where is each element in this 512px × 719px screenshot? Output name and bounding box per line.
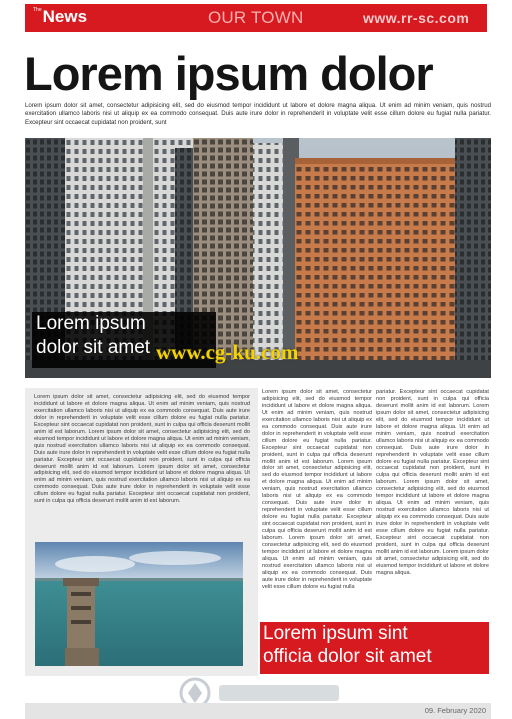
brand-small: The [33, 7, 42, 13]
article-column-1: Lorem ipsum dolor sit amet, consectetur adipisicing elit, sed do eiusmod tempor incididunt ut labore et dolore magna aliqua. Ut enim ad minim veniam, quis nostrud exercitation ullamco laboris nisi ut aliquip ex ea commodo consequat. Duis aute irure dolor in reprehenderit in voluptate velit esse cillum dolore eu fugiat nulla pariatur. Excepteur sint occaecat cupidatat non proident, sunt in culpa qui officia deserunt mollit anim id est laborum. Lorem ipsum dolor sit amet, consectetur adipisicing elit, sed do eiusmod tempor incididunt ut labore et dolore magna aliqua. Ut enim ad minim veniam, quis nostrud exercitation ullamco laboris nisi ut aliquip ex ea commodo consequat. Duis aute irure dolor in reprehenderit in voluptate velit esse cillum dolore eu fugiat nulla pariatur. Excepteur sint occaecat cupidatat non proident, sunt in culpa qui officia deserunt mollit anim id est laborum. Lorem ipsum dolor sit amet, consectetur adipisicing elit, sed do eiusmod tempor incididunt ut labore et dolore magna aliqua. Ut enim ad minim veniam, quis nostrud exercitation ullamco laboris nisi ut aliquip ex ea commodo consequat. Duis aute irure dolor in reprehenderit in voluptate velit esse cillum dolore eu fugiat nulla pariatur. Excepteur sint occaecat cupidatat non proident, sunt in culpa qui officia deserunt mollit anim id est laborum. [34, 394, 250, 505]
brand-logo [33, 7, 87, 27]
article-column-2: Lorem ipsum dolor sit amet, consectetur adipisicing elit, sed do eiusmod tempor incididunt ut labore et dolore magna aliqua. Ut enim ad minim veniam, quis nostrud exercitation ullamco laboris nisi ut aliquip ex ea commodo consequat. Duis aute irure dolor in reprehenderit in voluptate velit esse cillum dolore eu fugiat nulla pariatur. Excepteur sint occaecat cupidatat non proident, sunt in culpa qui officia deserunt mollit anim id est laborum. Lorem ipsum dolor sit amet, consectetur adipisicing elit, sed do eiusmod tempor incididunt ut labore et dolore magna aliqua. Ut enim ad minim veniam, quis nostrud exercitation ullamco laboris nisi ut aliquip ex ea commodo consequat. Duis aute irure dolor in reprehenderit in voluptate velit esse cillum dolore eu fugiat nulla pariatur. Excepteur sint occaecat cupidatat non proident, sunt in culpa qui officia deserunt mollit anim id est laborum. Lorem ipsum dolor sit amet, consectetur adipisicing elit, sed do eiusmod tempor incididunt ut labore et dolore magna aliqua. Ut enim ad minim veniam, quis nostrud exercitation ullamco laboris nisi ut aliquip ex ea commodo consequat. Duis aute irure dolor in reprehenderit in voluptate velit esse cillum dolore eu fugiat nulla [262, 389, 372, 590]
lead-paragraph: Lorem ipsum dolor sit amet, consectetur adipisicing elit, sed do eiusmod tempor incididunt ut labore et dolore magna aliqua. Ut enim ad minim veniam, quis nostrud exercitation ullamco laboris nisi ut aliquip ex ea commodo consequat. Duis aute irure dolor in reprehenderit in voluptate velit esse cillum dolore eu fugiat nulla pariatur. Excepteur sint occaecat cupidatat non proident, sunt [25, 102, 491, 126]
pull-quote-box [260, 622, 489, 674]
masthead-bar [25, 4, 487, 32]
pull-quote-line2: officia dolor sit amet [263, 646, 432, 667]
sea-pier-image [35, 542, 243, 666]
brand-name: News [42, 7, 88, 26]
page-headline: Lorem ipsum dolor [24, 47, 433, 100]
article-column-3: pariatur. Excepteur sint occaecat cupidatat non proident, sunt in culpa qui officia deserunt mollit anim id est laborum. Lorem ipsum dolor sit amet, consectetur adipisicing elit, sed do eiusmod tempor incididunt ut labore et dolore magna aliqua. Ut enim ad minim veniam, quis nostrud exercitation ullamco laboris nisi ut aliquip ex ea commodo consequat. Duis aute irure dolor in reprehenderit in voluptate velit esse cillum dolore eu fugiat nulla pariatur. Excepteur sint occaecat cupidatat non proident, sunt in culpa qui officia deserunt mollit anim id est laborum. Lorem ipsum dolor sit amet, consectetur adipisicing elit, sed do eiusmod tempor incididunt ut labore et dolore magna aliqua. Ut enim ad minim veniam, quis nostrud exercitation ullamco laboris nisi ut aliquip ex ea commodo consequat. Duis aute irure dolor in reprehenderit in voluptate velit esse cillum dolore eu fugiat nulla pariatur. Excepteur sint occaecat cupidatat non proident, sunt in culpa qui officia deserunt mollit anim id est laborum. Lorem ipsum dolor sit amet, consectetur adipisicing elit, sed do eiusmod tempor incididunt ut labore et dolore magna aliqua. [376, 389, 489, 576]
footer-bar [25, 703, 491, 719]
hero-caption-line2: dolor sit amet [36, 337, 151, 358]
section-title: OUR TOWN [208, 8, 304, 27]
pull-quote-line1: Lorem ipsum sint [263, 623, 408, 644]
overlay-watermark: www.cg-ku.com [156, 340, 299, 364]
footer-date: 09. February 2020 [424, 706, 486, 715]
site-watermark: www.rr-sc.com [363, 10, 470, 26]
sea-photo [35, 542, 243, 666]
hero-caption-line1: Lorem ipsum [36, 313, 146, 334]
